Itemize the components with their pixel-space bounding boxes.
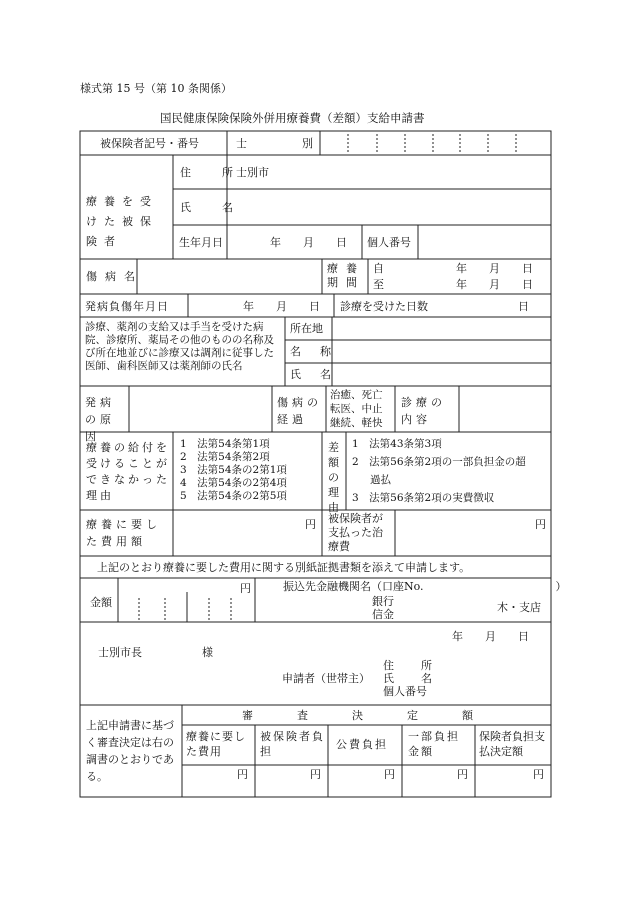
reasons-label: 療養の給付を受けることができなかった理由 xyxy=(86,441,170,502)
period-from-date[interactable]: 年 月 日 xyxy=(456,262,533,275)
branch-label: 木・支店 xyxy=(497,601,541,614)
period-from-label: 自 xyxy=(373,262,384,275)
declaration-text: 上記のとおり療養に要した費用に関する別紙証拠書類を添えて申請します。 xyxy=(97,561,471,574)
amount-unit: 円 xyxy=(240,582,251,595)
required-cost-label: 療養に要した費用額 xyxy=(86,518,161,548)
disease-label: 傷病名 xyxy=(86,270,143,283)
treatment-content-label: 診療の内容 xyxy=(401,396,446,426)
applicant-address-label: 住 所 xyxy=(383,659,440,672)
period-to-date[interactable]: 年 月 日 xyxy=(456,278,533,291)
diff-reason-item-2[interactable]: 2 法第56条第2項の一部負担金の超 xyxy=(352,456,526,468)
disease-field[interactable] xyxy=(138,260,321,293)
form-title: 国民健康保険保険外併用療養費（差額）支給申請書 xyxy=(160,111,425,125)
reason-item-1[interactable]: 1 法第54条第1項 xyxy=(180,438,270,450)
provider-name-label: 名 称 xyxy=(290,345,335,358)
review-col-insured-burden: 被保険者負担 xyxy=(260,730,325,758)
provider-location-label: 所在地 xyxy=(290,322,323,335)
bank-label: 振込先金融機関名（口座No. ） xyxy=(283,580,567,593)
patient-name-label: 氏 名 xyxy=(180,201,243,214)
cause-field[interactable] xyxy=(130,387,271,431)
form-number: 様式第 15 号（第 10 条関係） xyxy=(80,82,232,95)
mayor-label: 士別市長 xyxy=(98,646,142,659)
patient-group-label: 療養を受けた被保険者 xyxy=(86,195,158,248)
reason-item-5[interactable]: 5 法第54条の2第5項 xyxy=(180,490,287,502)
diff-reason-label: 差額の理由 xyxy=(328,441,339,514)
treatment-days-label: 診療を受けた日数 xyxy=(340,300,428,313)
treatment-days-unit: 日 xyxy=(518,300,529,313)
insured-prefix-char1: 士 xyxy=(236,137,247,150)
review-unit-1: 円 xyxy=(237,768,248,781)
course-label: 傷病の経過 xyxy=(277,396,322,426)
patient-address-value[interactable]: 士別市 xyxy=(236,166,269,179)
insured-prefix-char2: 別 xyxy=(302,137,313,150)
diff-reason-item-2-cont: 過払 xyxy=(370,474,391,486)
review-col-insurer: 保険者負担支払決定額 xyxy=(479,730,545,758)
cause-label: 発病の原因 xyxy=(85,396,115,443)
period-to-label: 至 xyxy=(373,278,384,291)
review-left-label: 上記申請書に基づく審査決定は右の調書のとおりである。 xyxy=(86,719,174,783)
patient-id-field[interactable] xyxy=(419,226,550,258)
reason-item-4[interactable]: 4 法第54条の2第4項 xyxy=(180,477,287,489)
review-col-required: 療養に要した費用 xyxy=(186,730,246,758)
patient-birth-label: 生年月日 xyxy=(179,236,223,249)
amount-label: 金額 xyxy=(90,596,112,609)
applicant-name-label: 氏 名 xyxy=(383,672,440,685)
required-cost-unit: 円 xyxy=(305,518,316,531)
mayor-sama: 様 xyxy=(202,646,213,659)
patient-address-label: 住 所 xyxy=(180,166,243,179)
paid-cost-field[interactable] xyxy=(396,511,530,555)
review-unit-3: 円 xyxy=(384,768,395,781)
provider-person-label: 氏 名 xyxy=(290,368,335,381)
patient-birth-value[interactable]: 年 月 日 xyxy=(270,236,347,249)
application-date[interactable]: 年 月 日 xyxy=(452,630,529,643)
treatment-period-label: 療養期間 xyxy=(327,262,365,289)
paid-cost-label: 被保険者が支払った治療費 xyxy=(328,512,383,553)
review-col-public: 公費負担 xyxy=(336,738,388,751)
provider-name-field[interactable] xyxy=(333,341,550,362)
patient-id-label: 個人番号 xyxy=(367,236,411,249)
diff-reason-item-1[interactable]: 1 法第43条第3項 xyxy=(352,438,442,450)
bank-type-1[interactable]: 銀行 xyxy=(372,595,394,608)
outcome-label: 治癒、死亡転医、中止継続、軽快 xyxy=(330,389,383,429)
provider-description: 診療、薬剤の支給又は手当を受けた病院、診療所、薬局その他のものの名称及び所在地並びに診療又は調剤に従事した医師、歯科医師又は薬剤師の氏名 xyxy=(85,321,274,372)
diff-reason-item-3[interactable]: 3 法第56条第2項の実費徴収 xyxy=(352,492,495,504)
treatment-content-field[interactable] xyxy=(460,387,550,431)
insured-number-field[interactable] xyxy=(321,132,550,154)
review-unit-2: 円 xyxy=(310,768,321,781)
review-unit-4: 円 xyxy=(457,768,468,781)
required-cost-field[interactable] xyxy=(174,511,299,555)
onset-date[interactable]: 年 月 日 xyxy=(243,300,320,313)
applicant-id-label: 個人番号 xyxy=(383,685,427,698)
bank-type-2[interactable]: 信金 xyxy=(372,608,394,621)
reason-item-3[interactable]: 3 法第54条の2第1項 xyxy=(180,464,287,476)
patient-name-field[interactable] xyxy=(228,190,550,224)
insured-number-label: 被保険者記号・番号 xyxy=(100,137,199,150)
onset-label: 発病負傷年月日 xyxy=(85,300,169,313)
paid-cost-unit: 円 xyxy=(535,518,546,531)
reason-item-2[interactable]: 2 法第54条第2項 xyxy=(180,451,270,463)
provider-location-field[interactable] xyxy=(333,318,550,339)
review-unit-5: 円 xyxy=(533,768,544,781)
provider-person-field[interactable] xyxy=(333,364,550,385)
review-col-partial: 一部負担金額 xyxy=(408,730,460,758)
applicant-label: 申請者（世帯主） xyxy=(282,672,370,685)
review-header: 審 査 決 定 額 xyxy=(242,709,473,722)
